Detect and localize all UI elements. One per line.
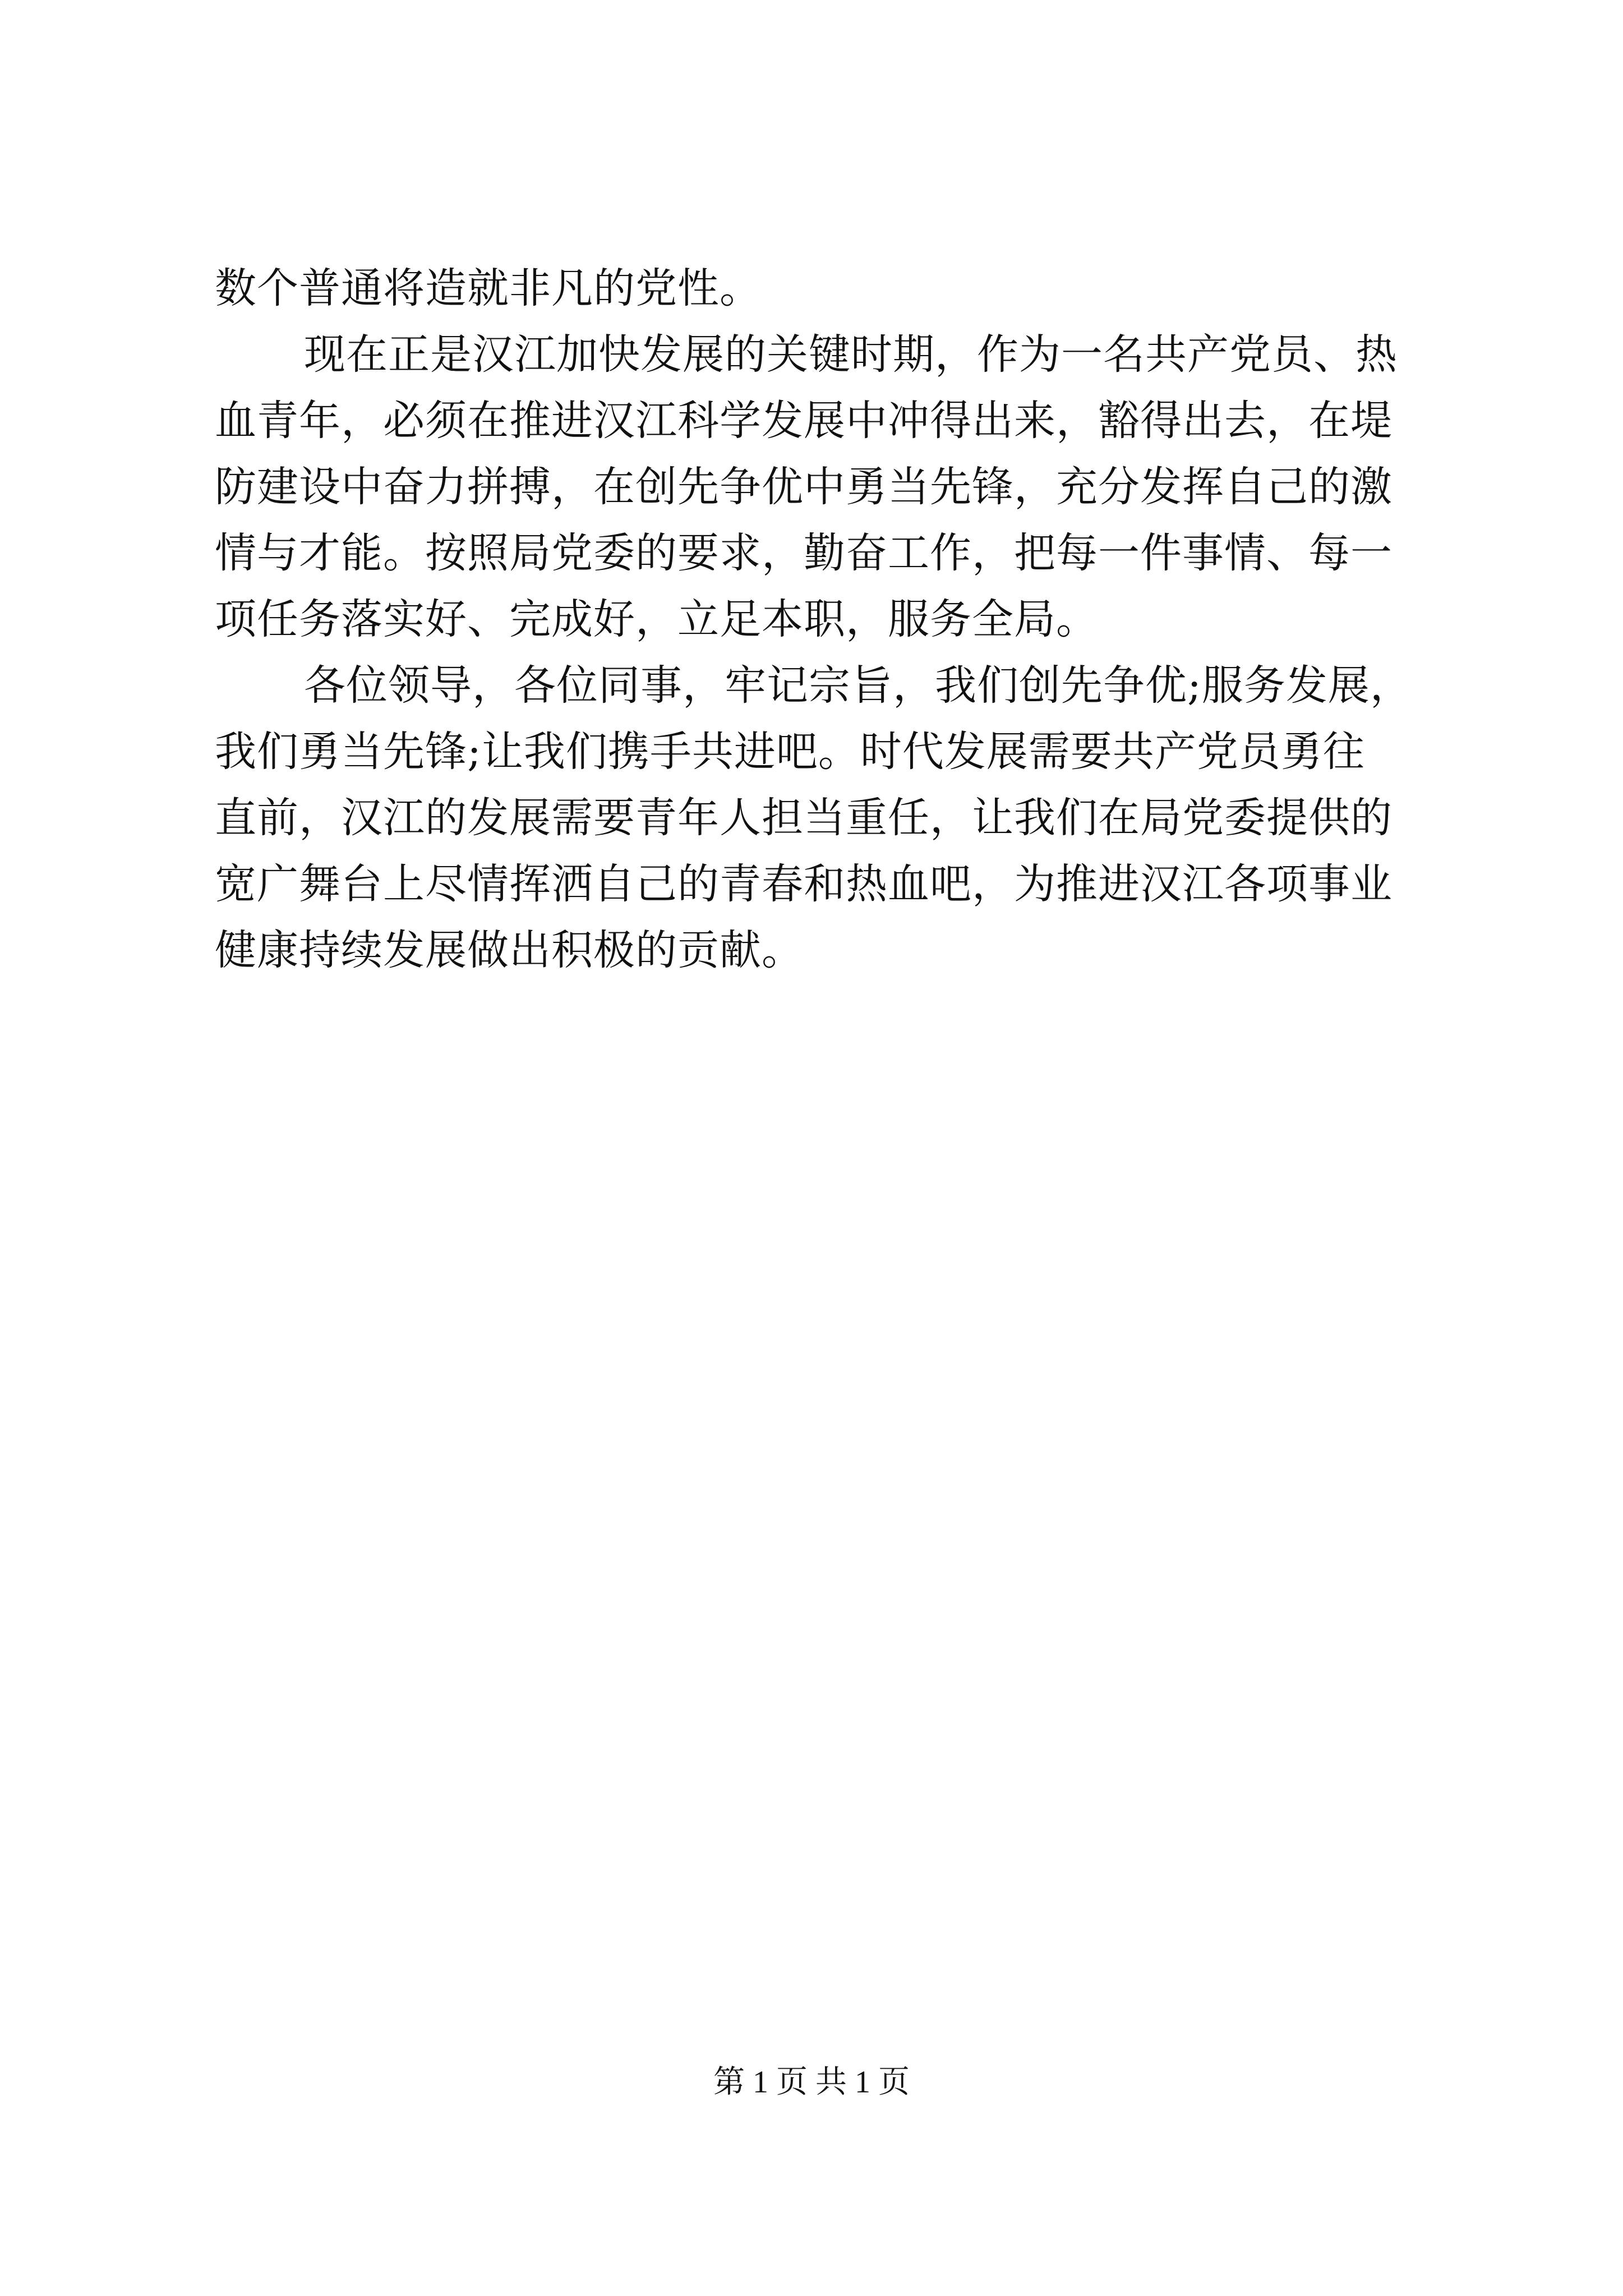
paragraph-line: 直前，汉江的发展需要青年人担当重任，让我们在局党委提供的 (215, 794, 1393, 842)
paragraph-line: 健康持续发展做出积极的贡献。 (215, 926, 804, 974)
paragraph-2 (215, 321, 1426, 652)
paragraph-line: 防建设中奋力拼搏，在创先争优中勇当先锋，充分发挥自己的激 (215, 463, 1393, 511)
paragraph-line: 各位领导，各位同事，牢记宗旨，我们创先争优;服务发展， (304, 661, 1412, 710)
paragraph-line: 我们勇当先锋;让我们携手共进吧。时代发展需要共产党员勇往 (215, 728, 1365, 776)
paragraph-line: 宽广舞台上尽情挥洒自己的青春和热血吧，为推进汉江各项事业 (215, 860, 1393, 908)
paragraph-3 (215, 652, 1426, 983)
paragraph-line: 项任务落实好、完成好，立足本职，服务全局。 (215, 595, 1098, 643)
paragraph-line: 情与才能。按照局党委的要求，勤奋工作，把每一件事情、每一 (215, 529, 1393, 577)
page-footer: 第 1 页 共 1 页 (713, 2065, 910, 2100)
paragraph-1 (215, 255, 1426, 321)
paragraph-line: 现在正是汉江加快发展的关键时期，作为一名共产党员、热 (304, 330, 1398, 379)
document-body (215, 255, 1426, 983)
paragraph-line: 数个普通将造就非凡的党性。 (215, 264, 762, 312)
paragraph-line: 血青年，必须在推进汉江科学发展中冲得出来，豁得出去，在堤 (215, 397, 1393, 445)
